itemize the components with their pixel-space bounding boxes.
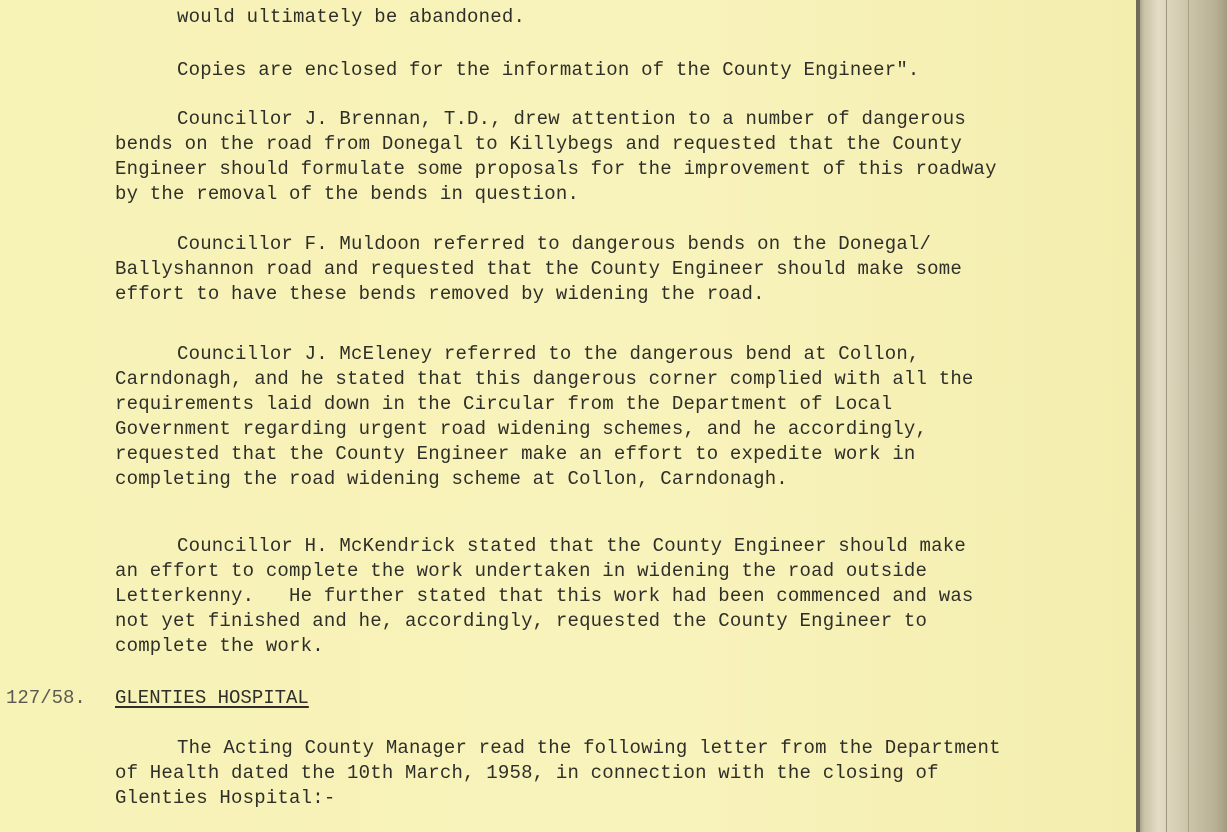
text-line: Government regarding urgent road widening schemes, and he accordingly, — [115, 418, 928, 440]
section-title: GLENTIES HOSPITAL — [115, 687, 309, 709]
text-line: by the removal of the bends in question. — [115, 183, 580, 205]
text-line: Glenties Hospital:- — [115, 787, 336, 809]
text-line: Councillor H. McKendrick stated that the County Engineer should make — [177, 535, 966, 557]
binding-shadow — [1136, 0, 1140, 832]
text-line: Letterkenny. He further stated that this work had been commenced and was — [115, 585, 974, 607]
binding-crease — [1188, 0, 1189, 832]
text-line: complete the work. — [115, 635, 324, 657]
text-line: Councillor F. Muldoon referred to dangerous bends on the Donegal/ — [177, 233, 932, 255]
text-line: not yet finished and he, accordingly, requested the County Engineer to — [115, 610, 928, 632]
text-line: requested that the County Engineer make an effort to expedite work in — [115, 443, 916, 465]
text-line: Ballyshannon road and requested that the County Engineer should make some — [115, 258, 962, 280]
text-line: bends on the road from Donegal to Killybegs and requested that the County — [115, 133, 962, 155]
text-line: of Health dated the 10th March, 1958, in connection with the closing of — [115, 762, 939, 784]
text-line: effort to have these bends removed by widening the road. — [115, 283, 765, 305]
text-line: The Acting County Manager read the following letter from the Department — [177, 737, 1001, 759]
binding-crease — [1166, 0, 1167, 832]
text-line: Copies are enclosed for the information of the County Engineer". — [177, 59, 920, 81]
text-line: an effort to complete the work undertaken in widening the road outside — [115, 560, 928, 582]
book-binding-edge — [1136, 0, 1227, 832]
text-line: Councillor J. Brennan, T.D., drew attention to a number of dangerous — [177, 108, 966, 130]
text-line: Engineer should formulate some proposals for the improvement of this roadway — [115, 158, 997, 180]
text-line: Carndonagh, and he stated that this dangerous corner complied with all the — [115, 368, 974, 390]
section-number: 127/58. — [6, 687, 86, 709]
text-line: would ultimately be abandoned. — [177, 6, 526, 28]
text-line: requirements laid down in the Circular from the Department of Local — [115, 393, 893, 415]
text-line: Councillor J. McEleney referred to the dangerous bend at Collon, — [177, 343, 920, 365]
text-line: completing the road widening scheme at Collon, Carndonagh. — [115, 468, 788, 490]
